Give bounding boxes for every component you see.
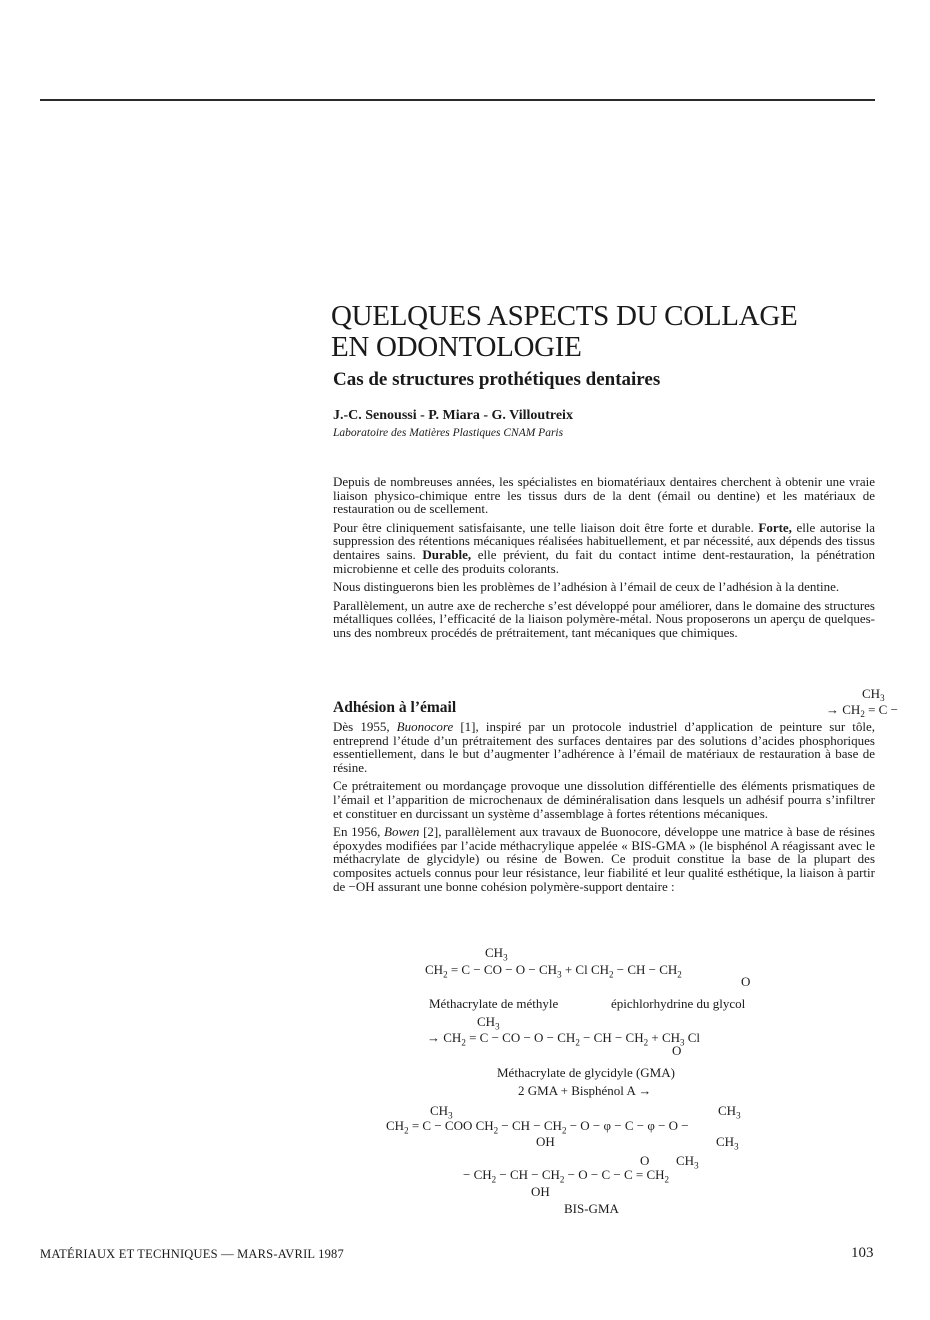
chem-reaction-2: → $CH_2 = C$ − CO − $O - CH_2$ − CH − $CH_2 + CH_3$ Cl: [427, 1030, 701, 1048]
intro-paragraph-1: Depuis de nombreuses années, les spécialistes en biomatériaux dentaires cherchent à obtenir une vraie liaison physico-chimique entre les tissus durs de la dent (émail ou dentine) et les matériaux de restauration ou de scellement.: [333, 474, 875, 517]
p2-text-c: elle autorise la suppression des rétentions mécaniques réalisées habituellement, et par nécessité, aux dépends des tissus dentaires sains.: [333, 519, 875, 562]
s3-author: Bowen: [384, 824, 420, 840]
s1-a: Dès 1955,: [333, 719, 397, 734]
section-heading: Adhésion à l’émail: [333, 699, 457, 716]
chem-ch3-6: $CH_3$: [676, 1153, 699, 1171]
journal-footer: MATÉRIAUX ET TECHNIQUES — MARS-AVRIL 1987: [40, 1247, 344, 1261]
reaction-3-header: 2 GMA + Bisphénol A →: [518, 1083, 652, 1098]
p2-text-a: Pour être cliniquement satisfaisante, une telle liaison doit être forte et durable.: [333, 519, 759, 535]
margin-fragment-formula: → $CH_2 = C$ −: [826, 702, 898, 719]
article-title: [331, 301, 851, 363]
header-rule: [40, 99, 875, 101]
chem-epoxide-o-1: O: [741, 974, 751, 989]
title-line-1: QUELQUES ASPECTS DU COLLAGE: [331, 300, 798, 332]
section-paragraph-2: Ce prétraitement ou mordançage provoque une dissolution différentielle des éléments prismatiques de l’émail et l’apparition de microchenaux de déminéralisation dans lesquels un adhésif pourra s’infiltrer et constituer en durcissant un système d’assemblage à fortes rétentions mécaniques.: [333, 778, 875, 821]
section-paragraph-3: [333, 825, 875, 893]
chem-ch3-1: $CH_3$: [485, 945, 508, 963]
chem-bisgma-line-1: $CH_2 = C$ − COO $CH_2$ − CH − $CH_2 - O - \varphi - C - \varphi - O$ −: [386, 1118, 689, 1136]
s1-author: Buonocore: [396, 719, 454, 734]
label-epichlorohydrin: épichlorhydrine du glycol: [611, 996, 746, 1011]
chem-ch3-2: $CH_3$: [477, 1014, 500, 1032]
margin-fragment-ch3: $CH_3$: [862, 686, 885, 703]
label-gma: Méthacrylate de glycidyle (GMA): [497, 1065, 675, 1080]
chem-ch3-3: $CH_3$: [430, 1103, 453, 1121]
chem-ch3-4: $CH_3$: [718, 1103, 741, 1121]
affiliation: Laboratoire des Matières Plastiques CNAM Paris: [333, 427, 564, 439]
section-text: [333, 720, 875, 898]
intro-paragraph-2: [333, 521, 875, 575]
label-methyl-methacrylate: Méthacrylate de méthyle: [429, 996, 559, 1011]
label-bisgma: BIS-GMA: [564, 1201, 619, 1216]
intro-paragraph-4: Parallèlement, un autre axe de recherche s’est développé pour améliorer, dans le domaine des structures métalliques collées, l’efficacité de la liaison polymère-métal. Nous proposerons un aperçu de quelques-uns des nombreux procédés de prétraitement, tant mécaniques que chimiques.: [333, 597, 875, 640]
chem-ch3-5: $CH_3$: [716, 1134, 739, 1152]
intro-paragraph-3: Nous distinguerons bien les problèmes de l’adhésion à l’émail de ceux de l’adhésion à la dentine.: [333, 579, 840, 595]
chem-carbonyl-o: O: [640, 1153, 650, 1168]
chem-oh-1: OH: [536, 1134, 555, 1149]
chem-oh-2: OH: [531, 1184, 550, 1199]
chem-reaction-1: $CH_2 = C$ − CO − $O - CH_3 + Cl$ $CH_2$ − CH − $CH_2$: [425, 962, 682, 980]
s1-c: [1], inspiré par un protocole industriel d’application de peinture sur tôle, entreprend l’étude d’un prétraitement des surfaces dentaires par des solutions d’acides phosphoriques essentiellement, dans le but d’augmenter l’adhérence à l’émail de matériaux de restauration à base de résine.: [333, 719, 876, 775]
section-paragraph-1: [333, 720, 875, 774]
s3-a: En 1956,: [333, 824, 385, 840]
s3-c: [2], parallèlement aux travaux de Buonocore, développe une matrice à base de résines époxydes modifiées par l’acide méthacrylique appelée « BIS-GMA » (le bisphénol A réagissant avec le méthacrylate de glycidyle) ou résine de Bowen. Ce produit constitue la base de la plupart des composites actuels connus pour leur résistance, leur fiabilité et leur qualité esthétique, la liaison à partir de −OH assurant une bonne cohésion polymère-support dentaire :: [333, 824, 875, 894]
intro-text: [333, 475, 875, 645]
authors: J.-C. Senoussi - P. Miara - G. Villoutreix: [333, 408, 573, 423]
chem-bisgma-line-2: − $CH_2$ − CH − $CH_2 - O - C - C = CH_2$: [463, 1167, 670, 1185]
chem-epoxide-o-2: O: [672, 1043, 682, 1058]
p2-text-e: elle prévient, du fait du contact intime dent-restauration, la pénétration microbienne et celle des produits colorants.: [333, 546, 875, 576]
article-subtitle: Cas de structures prothétiques dentaires: [333, 369, 661, 390]
p2-durable: Durable,: [422, 546, 472, 562]
p2-forte: Forte,: [758, 519, 792, 535]
title-line-2: EN ODONTOLOGIE: [331, 331, 582, 363]
page-number: 103: [851, 1245, 874, 1261]
